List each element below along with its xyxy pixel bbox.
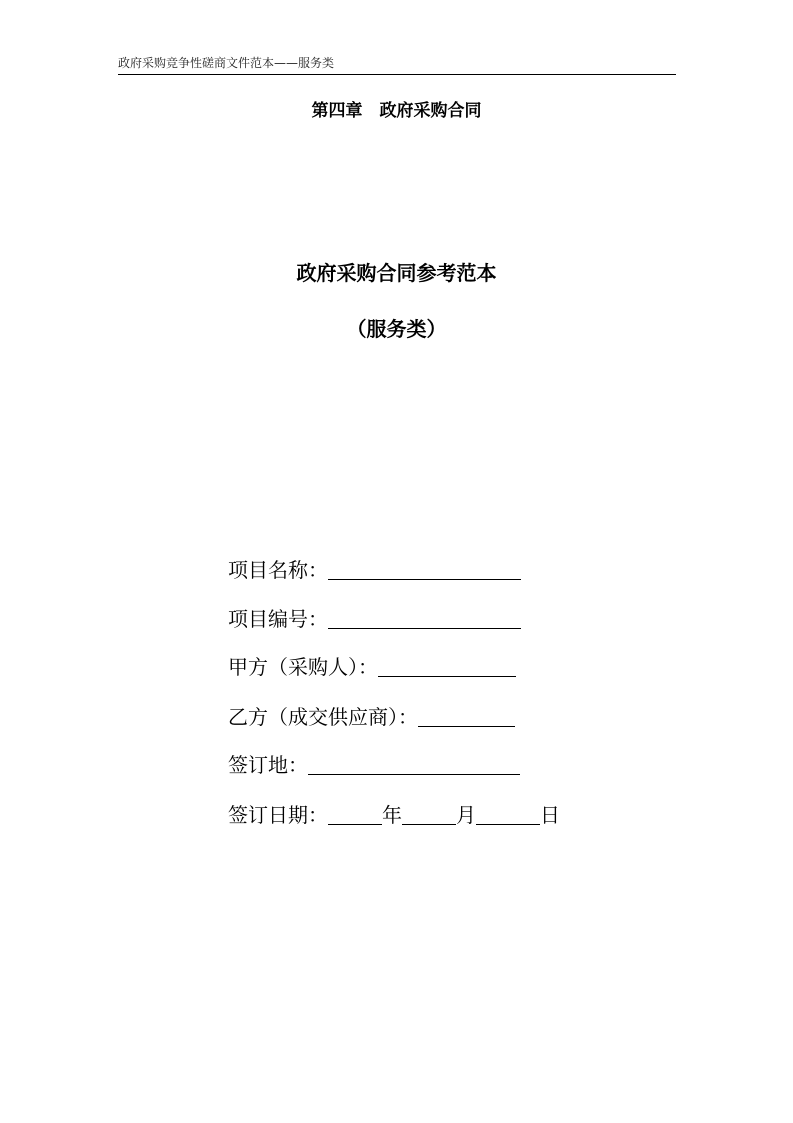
field-signing-date [228,801,560,829]
field-project-number [228,605,521,633]
project-number-blank[interactable] [328,606,521,629]
document-title: 政府采购合同参考范本 [296,261,497,285]
project-name-blank[interactable] [328,557,521,580]
document-subtitle: （服务类） [346,317,447,341]
field-label: 甲方（采购人）： [228,655,378,679]
field-label: 项目名称： [228,558,328,582]
field-label: 签订日期： [228,803,328,827]
signing-day-blank[interactable] [476,802,540,825]
day-label: 日 [540,803,560,827]
party-a-blank[interactable] [378,654,516,677]
page-header [118,56,676,75]
signing-month-blank[interactable] [402,802,456,825]
field-label: 项目编号： [228,607,328,631]
field-party-b [228,703,515,731]
chapter-title: 第四章 政府采购合同 [311,101,482,121]
field-project-name [228,556,521,584]
signing-year-blank[interactable] [328,802,382,825]
signing-place-blank[interactable] [308,752,520,775]
field-party-a [228,653,516,681]
year-label: 年 [382,803,402,827]
field-signing-place [228,751,520,779]
party-b-blank[interactable] [418,704,515,727]
field-label: 签订地： [228,753,308,777]
header-text: 政府采购竞争性磋商文件范本——服务类 [118,56,335,70]
field-label: 乙方（成交供应商）： [228,705,418,729]
month-label: 月 [456,803,476,827]
